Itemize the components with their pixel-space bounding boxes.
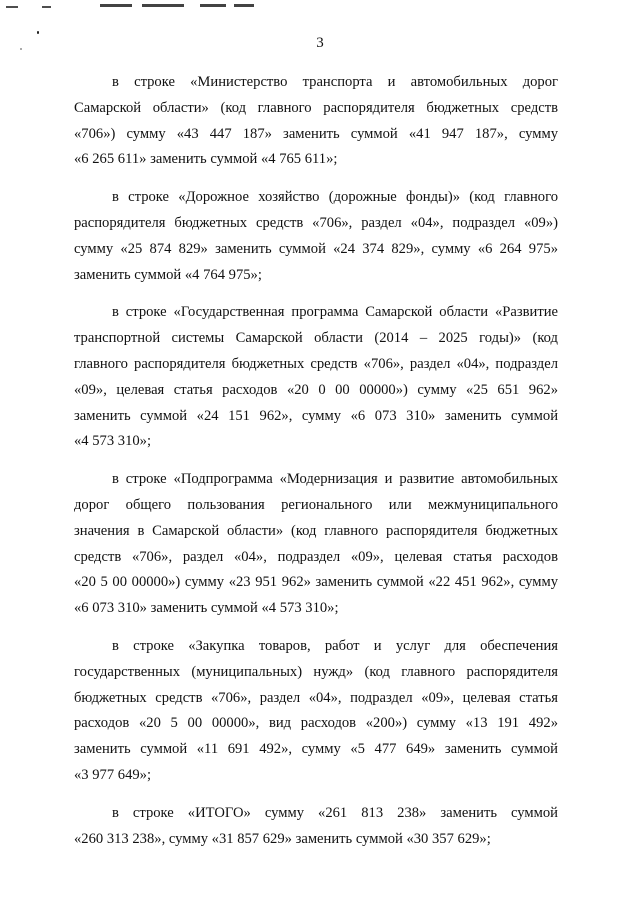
text-line: дорог общего пользования регионального или межмуниципального — [74, 496, 558, 513]
text-line: в строке «Закупка товаров, работ и услуг для обеспечения — [112, 637, 558, 654]
text-line: сумму «25 874 829» заменить суммой «24 374 829», сумму «6 264 975» — [74, 240, 558, 257]
text-line: «6 073 310» заменить суммой «4 573 310»; — [74, 600, 339, 617]
paragraph-total — [74, 801, 558, 853]
text-line: «706») сумму «43 447 187» заменить суммой «41 947 187», сумму — [74, 125, 558, 142]
scan-artifact-mark — [100, 4, 132, 7]
text-line: заменить суммой «24 151 962», сумму «6 073 310» заменить суммой — [74, 407, 558, 424]
text-line: «09», целевая статья расходов «20 0 00 00000») сумму «25 651 962» — [74, 381, 558, 398]
paragraph-ministry-transport — [74, 70, 558, 173]
text-line: в строке «Государственная программа Самарской области «Развитие — [112, 304, 558, 321]
scan-artifact-mark — [200, 4, 226, 7]
text-line: в строке «Дорожное хозяйство (дорожные фонды)» (код главного — [112, 189, 558, 206]
page-number: 3 — [316, 35, 324, 51]
text-line: в строке «Министерство транспорта и автомобильных дорог — [112, 74, 558, 90]
text-line: «6 265 611» заменить суммой «4 765 611»; — [74, 151, 338, 168]
text-line: «4 573 310»; — [74, 433, 152, 450]
text-line: «20 5 00 00000») сумму «23 951 962» заменить суммой «22 451 962», сумму — [74, 574, 558, 591]
text-line: в строке «Подпрограмма «Модернизация и развитие автомобильных — [112, 471, 558, 488]
text-line: средств «706», раздел «04», подраздел «09», целевая статья расходов — [74, 548, 558, 565]
text-line: бюджетных средств «706», раздел «04», подраздел «09», целевая статья — [74, 689, 558, 706]
paragraph-state-program — [74, 300, 558, 455]
text-line: Самарской области» (код главного распорядителя бюджетных средств — [74, 99, 558, 116]
paragraph-road-economy — [74, 185, 558, 288]
paragraph-subprogram — [74, 467, 558, 622]
text-line: в строке «ИТОГО» сумму «261 813 238» заменить суммой — [112, 804, 558, 821]
document-body — [74, 70, 558, 864]
scan-artifact-mark — [142, 4, 184, 7]
text-line: заменить суммой «11 691 492», сумму «5 477 649» заменить суммой — [74, 741, 558, 758]
text-line: «3 977 649»; — [74, 766, 152, 783]
text-line: заменить суммой «4 764 975»; — [74, 266, 262, 283]
text-line: расходов «20 5 00 00000», вид расходов «200») сумму «13 191 492» — [74, 715, 558, 732]
text-line: главного распорядителя бюджетных средств «706», раздел «04», подраздел — [74, 355, 558, 372]
text-line: распорядителя бюджетных средств «706», раздел «04», подраздел «09») — [74, 214, 558, 231]
text-line: государственных (муниципальных) нужд» (код главного распорядителя — [74, 663, 558, 680]
text-line: значения в Самарской области» (код главного распорядителя бюджетных — [74, 522, 558, 539]
text-line: транспортной системы Самарской области (2014 – 2025 годы)» (код — [74, 330, 558, 347]
scan-artifact-mark — [6, 6, 18, 8]
scan-artifact-mark — [234, 4, 254, 7]
paragraph-procurement — [74, 634, 558, 789]
scan-artifact-mark — [42, 6, 51, 8]
text-line: «260 313 238», сумму «31 857 629» заменить суммой «30 357 629»; — [74, 830, 491, 847]
